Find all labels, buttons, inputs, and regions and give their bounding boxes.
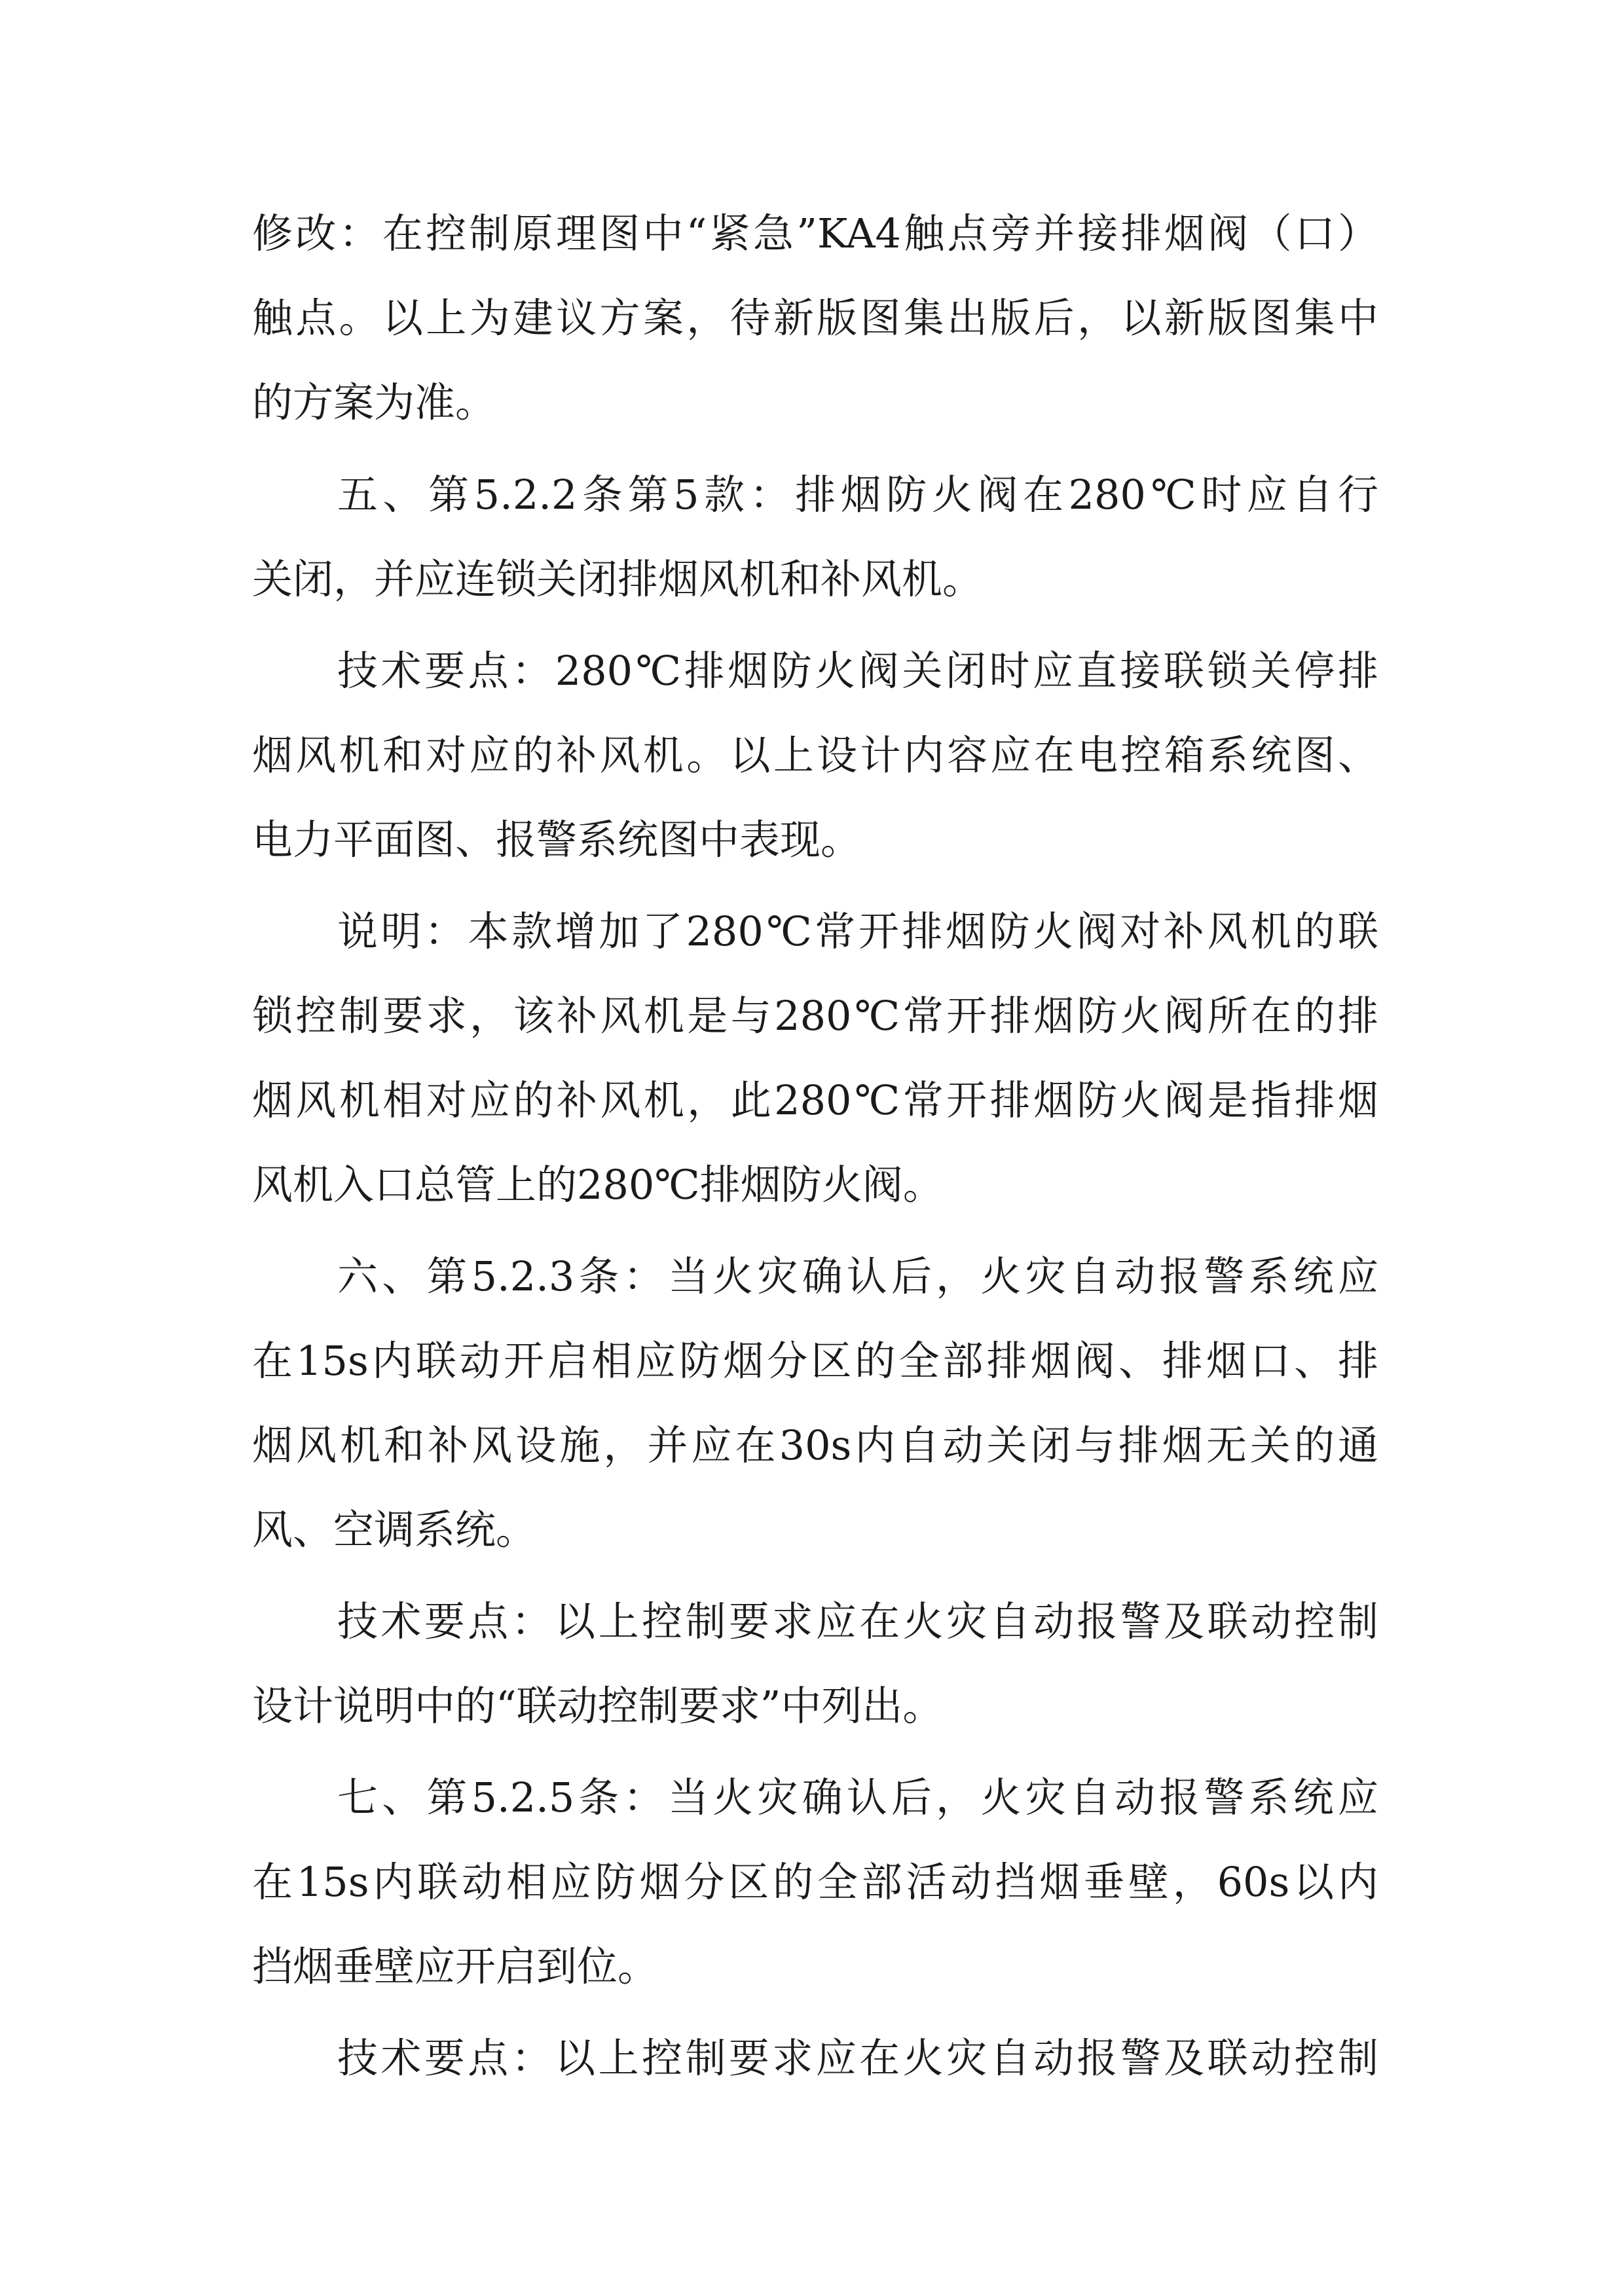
technical-points-1: 技术要点：280℃排烟防火阀关闭时应直接联锁关停排 <box>337 647 1378 695</box>
text-line-20: 在15s内联动相应防烟分区的全部活动挡烟垂壁，60s以内 <box>252 1858 1378 1906</box>
text-line-11: 烟风机相对应的补风机，此280℃常开排烟防火阀是指排烟 <box>252 1076 1378 1124</box>
text-line-10: 锁控制要求，该补风机是与280℃常开排烟防火阀所在的排 <box>252 992 1378 1040</box>
text-line-3: 的方案为准。 <box>252 378 496 426</box>
explanation-paragraph: 说明：本款增加了280℃常开排烟防火阀对补风机的联 <box>337 907 1378 955</box>
section-5-heading: 五、第5.2.2条第5款：排烟防火阀在280℃时应自行 <box>337 471 1378 519</box>
text-line-18: 设计说明中的“联动控制要求”中列出。 <box>252 1682 944 1730</box>
text-line-8: 电力平面图、报警系统图中表现。 <box>252 816 862 864</box>
section-6-heading: 六、第5.2.3条：当火灾确认后，火灾自动报警系统应 <box>337 1252 1378 1300</box>
text-line-15: 烟风机和补风设施，并应在30s内自动关闭与排烟无关的通 <box>252 1421 1378 1469</box>
text-line-5: 关闭，并应连锁关闭排烟风机和补风机。 <box>252 555 984 603</box>
text-line-14: 在15s内联动开启相应防烟分区的全部排烟阀、排烟口、排 <box>252 1337 1378 1385</box>
technical-points-3: 技术要点：以上控制要求应在火灾自动报警及联动控制 <box>337 2034 1378 2082</box>
text-line-2: 触点。以上为建议方案，待新版图集出版后，以新版图集中 <box>252 294 1378 342</box>
text-line-12: 风机入口总管上的280℃排烟防火阀。 <box>252 1161 944 1209</box>
text-line-16: 风、空调系统。 <box>252 1506 537 1554</box>
technical-points-2: 技术要点：以上控制要求应在火灾自动报警及联动控制 <box>337 1597 1378 1645</box>
text-line-21: 挡烟垂壁应开启到位。 <box>252 1942 659 1990</box>
text-line-1: 修改：在控制原理图中“紧急”KA4触点旁并接排烟阀（口） <box>252 210 1378 257</box>
text-line-7: 烟风机和对应的补风机。以上设计内容应在电控箱系统图、 <box>252 731 1378 779</box>
section-7-heading: 七、第5.2.5条：当火灾确认后，火灾自动报警系统应 <box>337 1774 1378 1821</box>
